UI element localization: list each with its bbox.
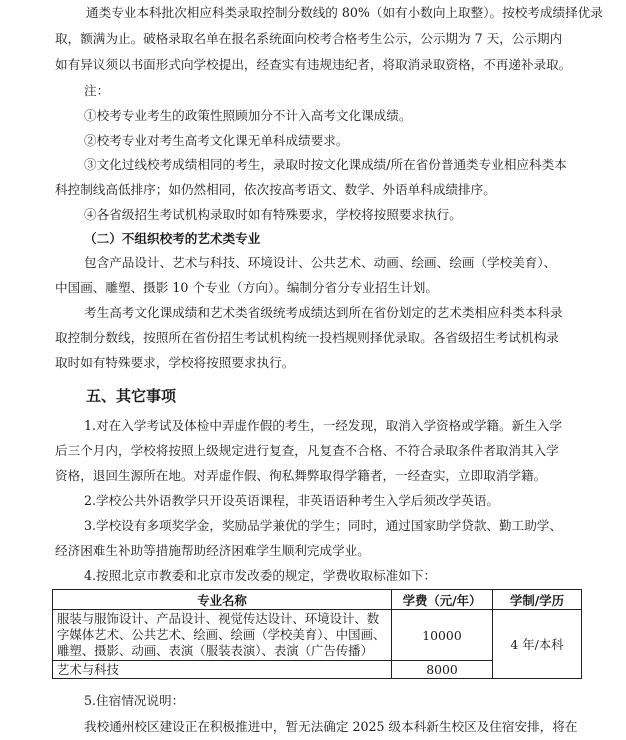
note-label: 注： — [84, 83, 110, 98]
text-line: 取，额满为止。破格录取名单在报名系统面向校考合格考生公示，公示期为 7 天，公示期内 — [55, 31, 563, 46]
column-header-tuition: 学费（元/年） — [392, 590, 493, 610]
note-item: ③文化过线校考成绩相同的考生，录取时按文化课成绩/所在省份普通类专业相应科类本 — [84, 157, 567, 172]
text-line: 后三个月内，学校将按照上级规定进行复查，凡复查不合格、不符合录取条件者取消其入学 — [55, 443, 559, 458]
text-line: 3.学校设有多项奖学金，奖励品学兼优的学生；同时，通过国家助学贷款、勤工助学、 — [84, 518, 562, 533]
text-line: 1.对在入学考试及体检中弄虚作假的考生，一经发现，取消入学资格或学籍。新生入学 — [84, 418, 562, 433]
text-line: 取控制分数线，按照所在省份招生考试机构统一投档规则择优录取。各省级招生考试机构录 — [55, 330, 559, 345]
text-line: 中国画、雕塑、摄影 10 个专业（方向）。编制分省分专业招生计划。 — [55, 280, 438, 295]
note-item: ①校考专业考生的政策性照顾加分不计入高考文化课成绩。 — [84, 108, 412, 123]
text-line: 经济困难生补助等措施帮助经济困难学生顺利完成学业。 — [55, 543, 370, 558]
majors-cell: 艺术与科技 — [53, 661, 392, 679]
text-line: 通类专业本科批次相应科类录取控制分数线的 80%（如有小数向上取整）。按校考成绩择优录 — [86, 5, 603, 20]
text-line: 4.按照北京市教委和北京市发改委的规定，学费收取标准如下： — [84, 568, 437, 583]
column-header-duration: 学制/学历 — [493, 590, 582, 610]
majors-line: 字媒体艺术、公共艺术、绘画、绘画（学校美育）、中国画、 — [57, 627, 386, 642]
text-line: 我校通州校区建设正在积极推进中，暂无法确定 2025 级本科新生校区及住宿安排，将在 — [84, 719, 578, 734]
majors-line: 服装与服饰设计、产品设计、视觉传达设计、环境设计、数 — [57, 611, 380, 626]
majors-line: 雕塑、摄影、动画、表演（服装表演）、表演（广告传播） — [57, 643, 373, 658]
tuition-cell: 8000 — [392, 661, 493, 679]
text-line: 取时如有特殊要求，学校将按照要求执行。 — [55, 355, 295, 370]
note-item-continued: 科控制线高低排序；如仍然相同，依次按高考语文、数学、外语单科成绩排序。 — [55, 182, 496, 197]
text-line: 考生高考文化课成绩和艺术类省级统考成绩达到所在省份划定的艺术类相应科类本科录 — [84, 305, 563, 320]
text-line: 5.住宿情况说明： — [84, 693, 185, 708]
note-item: ②校考专业对考生高考文化课无单科成绩要求。 — [84, 133, 349, 148]
column-header-major: 专业名称 — [53, 590, 392, 610]
text-line: 包含产品设计、艺术与科技、环境设计、公共艺术、动画、绘画、绘画（学校美育）、 — [84, 255, 557, 270]
tuition-table — [52, 589, 582, 679]
majors-cell — [53, 610, 392, 661]
text-line: 资格，退回生源所在地。对弄虚作假、徇私舞弊取得学籍者，一经查实，立即取消学籍。 — [55, 468, 547, 483]
duration-cell: 4 年/本科 — [493, 610, 582, 679]
text-line: 如有异议须以书面形式向学校提出，经查实有违规违纪者，将取消录取资格，不再递补录取。 — [55, 57, 572, 72]
table-header-row — [53, 590, 582, 610]
text-line: 2.学校公共外语教学只开设英语课程，非英语语种考生入学后须改学英语。 — [84, 493, 500, 508]
table-row — [53, 610, 582, 661]
section-subheading: （二）不组织校考的艺术类专业 — [84, 231, 261, 246]
tuition-cell: 10000 — [392, 610, 493, 661]
note-item: ④各省级招生考试机构录取时如有特殊要求，学校将按照要求执行。 — [84, 207, 462, 222]
section-heading: 五、其它事项 — [86, 387, 177, 405]
